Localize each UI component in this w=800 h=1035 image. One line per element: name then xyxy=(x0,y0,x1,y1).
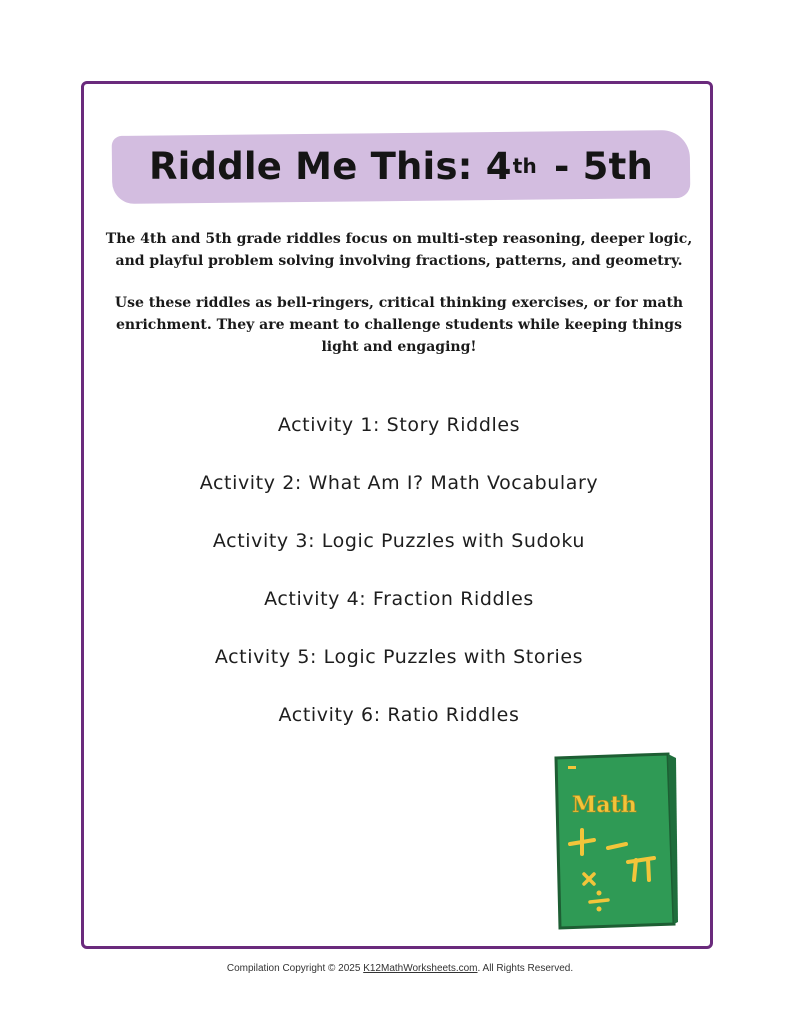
footer-copyright xyxy=(0,963,800,974)
intro-paragraph-2 xyxy=(104,292,694,358)
activity-item-4: Activity 4: Fraction Riddles xyxy=(264,588,534,610)
activity-item-2: Activity 2: What Am I? Math Vocabulary xyxy=(199,472,599,494)
activity-item-5: Activity 5: Logic Puzzles with Stories xyxy=(214,646,584,668)
intro-paragraph-1 xyxy=(104,228,694,272)
book-label: Math xyxy=(572,792,637,818)
footer-site-link[interactable]: K12MathWorksheets.com xyxy=(363,963,478,974)
math-book-icon xyxy=(550,752,680,932)
activity-item-3: Activity 3: Logic Puzzles with Sudoku xyxy=(212,530,586,552)
page-title xyxy=(112,136,690,196)
footer-prefix: Compilation Copyright © 2025 xyxy=(226,963,364,974)
activity-item-1: Activity 1: Story Riddles xyxy=(277,414,521,436)
title-range: - 5th xyxy=(554,144,654,188)
intro-text-1: The 4th and 5th grade riddles focus on multi-step reasoning, deeper logic, and playful problem solving involving fractions, patterns, and geometry. xyxy=(105,231,693,269)
activity-list xyxy=(104,408,694,756)
activity-item-6: Activity 6: Ratio Riddles xyxy=(278,704,520,726)
footer-suffix: . All Rights Reserved. xyxy=(477,963,574,974)
intro-text-2: Use these riddles as bell-ringers, critical thinking exercises, or for math enrichment. They are meant to challenge students while keeping things light and engaging! xyxy=(114,295,684,355)
title-text: Riddle Me This: 4 xyxy=(148,144,512,188)
title-superscript: th xyxy=(512,154,537,178)
